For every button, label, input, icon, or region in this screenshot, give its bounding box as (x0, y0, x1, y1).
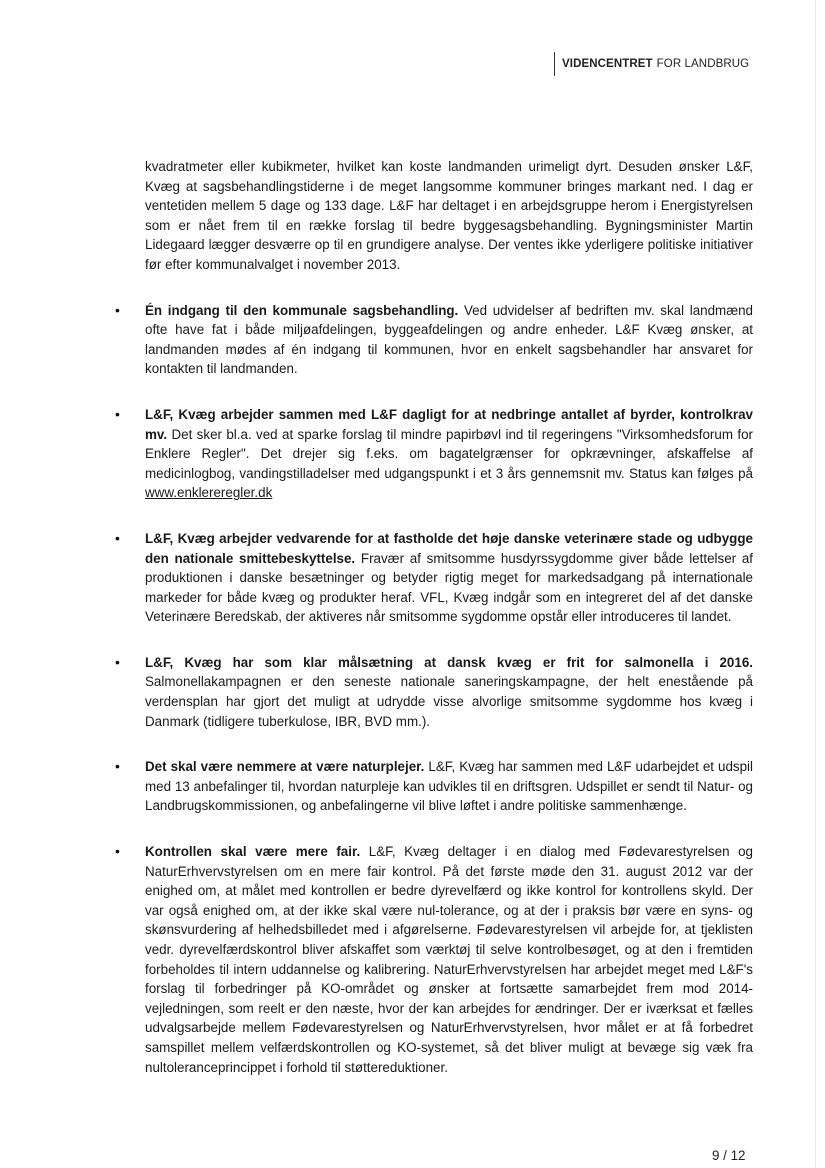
scan-edge-line (815, 0, 816, 1168)
page-number: 9 / 12 (712, 1148, 746, 1163)
bullet-text: Salmonellakampagnen er den seneste nationale saneringskampagne, der helt enestående på verdensplan har gjort det muligt at udrydde visse alvorlige smitsomme sygdomme hos kvæg i Danmark (tidligere tuberkulose, IBR, BVD mm.). (145, 674, 753, 729)
bullet-icon: • (115, 653, 120, 670)
bullet-item (115, 301, 753, 379)
bullet-item (115, 842, 753, 1077)
bullet-item (115, 405, 753, 503)
bullet-heading: L&F, Kvæg arbejder sammen med L&F dagligt for at nedbringe antallet af byrder, kontrolkrav mv. (145, 406, 753, 442)
bullet-icon: • (115, 405, 120, 422)
page-header (554, 52, 749, 76)
bullet-text: Det sker bl.a. ved at sparke forslag til mindre papirbøvl ind til regeringens "Virksomhedsforum for Enklere Regler". Det drejer sig f.eks. om bagatelgrænser for opkrævninger, afskaffelse af medicinlogbog, vandingstilladelser med udgangspunkt i et 3 års gennemsnit mv. Status kan følges på (145, 426, 753, 481)
bullet-icon: • (115, 843, 120, 860)
bullet-icon: • (115, 758, 120, 775)
bullet-item (115, 653, 753, 731)
intro-paragraph: kvadratmeter eller kubikmeter, hvilket kan koste landmanden urimeligt dyrt. Desuden ønsker L&F, Kvæg at sagsbehandlingstiderne i de meget langsomme kommuner bringes markant ned. I dag er ventetiden mellem 5 dage og 133 dage. L&F har deltaget i en arbejdsgruppe herom i Energistyrelsen som er nået frem til en række forslag til bedre byggesagsbehandling. Bygningsminister Martin Lidegaard lægger desværre op til en grundigere analyse. Der ventes ikke yderligere politiske initiativer før efter kommunalvalget i november 2013. (145, 159, 753, 272)
bullet-text: Fravær af smitsomme husdyrssygdomme giver både lettelser af produktionen i danske besætninger og betyder rigtig meget for markedsadgang på internationale markeder for både kvæg og produkter heraf. VFL, Kvæg indgår som en integreret del af det danske Veterinære Beredskab, der aktiveres når smitsomme sygdomme opstår eller introduceres til landet. (145, 550, 753, 625)
body-text (115, 157, 753, 1103)
header-org-name: VIDENCENTRET (562, 58, 653, 70)
enklereregler-link[interactable]: www.enklereregler.dk (145, 485, 273, 501)
bullet-heading: Det skal være nemmere at være naturplejer. (145, 759, 425, 775)
bullet-text: Ved udvidelser af bedriften mv. skal landmænd ofte have fat i både miljøafdelingen, byggeafdelingen og andre enheder. L&F Kvæg ønsker, at landmanden mødes af én indgang til kommunen, hvor en enkelt sagsbehandler har ansvaret for kontakten til landmanden. (145, 302, 753, 377)
bullet-icon: • (115, 529, 120, 546)
bullet-text: L&F, Kvæg deltager i en dialog med Fødevarestyrelsen og NaturErhvervstyrelsen om en mere fair kontrol. På det første møde den 31. august 2012 var der enighed om, at målet med kontrollen er bedre dyrevelfærd og ikke kontrol for kontrollens skyld. Der var også enighed om, at der ikke skal være nul-tolerance, og at der i praksis bør være en syns- og skønsvurdering af helhedsbilledet med i afgørelserne. Fødevarestyrelsen vil arbejde for, at tjeklisten vedr. dyrevelfærdskontrol bliver afskaffet som værktøj til selve kontrolbesøget, og at den i fremtiden forbeholdes til intern uddannelse og kalibrering. NaturErhvervstyrelsen har arbejdet meget med L&F's forslag til forbedringer på KO-området og ønsker at fortsætte samarbejdet frem mod 2014-vejledningen, som reelt er den næste, hvor der kan arbejdes for ændringer. Der er iværksat et fælles udvalgsarbejde mellem Fødevarestyrelsen og NaturErhvervstyrelsen, hvor målet er at få forbedret samspillet mellem velfærdskontrollen og KO-systemet, så det bliver muligt at bevæge sig væk fra nultoleranceprincippet i forhold til støttereduktioner. (145, 844, 753, 1075)
bullet-icon: • (115, 301, 120, 318)
bullet-item (115, 529, 753, 627)
bullet-heading: Én indgang til den kommunale sagsbehandling. (145, 302, 459, 318)
bullet-heading: L&F, Kvæg arbejder vedvarende for at fastholde det høje danske veterinære stade og udbygge den nationale smittebeskyttelse. (145, 530, 753, 566)
bullet-text: L&F, Kvæg har sammen med L&F udarbejdet et udspil med 13 anbefalinger til, hvordan naturpleje kan udvikles til en driftsgren. Udspillet er sendt til Natur- og Landbrugskommissionen, og anbefalingerne vil blive løftet i andre politiske sammenhænge. (145, 759, 753, 814)
bullet-heading: Kontrollen skal være mere fair. (145, 844, 361, 860)
bullet-item (115, 757, 753, 816)
bullet-heading: L&F, Kvæg har som klar målsætning at dansk kvæg er frit for salmonella i 2016. (145, 654, 753, 670)
header-org-suffix: FOR LANDBRUG (656, 58, 750, 70)
